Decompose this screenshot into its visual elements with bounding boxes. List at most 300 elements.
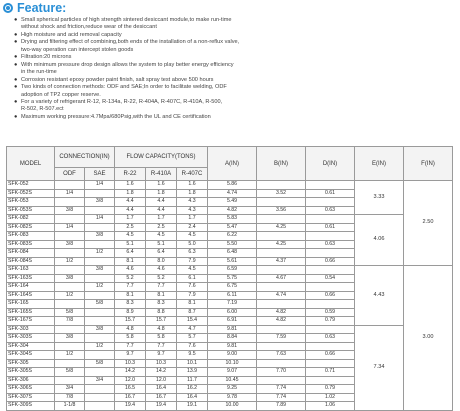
cell-b [257,266,306,275]
cell-r407c: 10.1 [177,359,208,368]
feature-header [3,1,66,15]
header-odf: ODF [55,168,85,181]
cell-r22: 4.6 [115,266,146,275]
cell-d: 1.02 [306,393,355,402]
cell-a: 9.78 [208,393,257,402]
cell-r410a: 1.7 [146,215,177,224]
cell-model: SFK-305S [7,368,55,377]
cell-sae [85,393,115,402]
cell-d: 0.63 [306,206,355,215]
cell-b: 7.70 [257,368,306,377]
cell-r410a: 2.5 [146,223,177,232]
cell-f: 2.50 [404,181,453,266]
cell-d: 0.54 [306,274,355,283]
cell-r410a: 8.8 [146,308,177,317]
bullet-icon: ● [14,31,18,38]
cell-r22: 6.4 [115,249,146,258]
cell-d [306,266,355,275]
feature-text: in the run-time [21,69,57,76]
cell-sae: 5/8 [85,300,115,309]
cell-model: SFK-163 [7,266,55,275]
cell-r407c: 16.4 [177,393,208,402]
circle-bullet-icon [3,3,13,13]
cell-model: SFK-303 [7,325,55,334]
header-e: E(IN) [355,147,404,181]
feature-text: Small spherical particles of high strength sintered desiccant module,to make run-time [21,17,232,23]
cell-r407c: 5.0 [177,240,208,249]
cell-sae: 1/4 [85,181,115,190]
cell-r407c: 4.5 [177,266,208,275]
cell-sae: 3/8 [85,325,115,334]
cell-r410a: 5.8 [146,334,177,343]
cell-d [306,232,355,241]
cell-odf: 3/8 [55,274,85,283]
cell-e: 4.06 [355,215,404,266]
cell-a: 5.83 [208,215,257,224]
cell-b [257,283,306,292]
cell-r22: 5.2 [115,274,146,283]
cell-r22: 7.7 [115,342,146,351]
cell-r22: 7.7 [115,283,146,292]
cell-sae: 3/8 [85,232,115,241]
cell-r22: 8.1 [115,291,146,300]
table-body [7,181,453,411]
cell-odf [55,215,85,224]
feature-text: without shock and friction,reduce wear of the desiccant [21,24,157,31]
bullet-icon: ● [14,76,18,83]
cell-model: SFK-163S [7,274,55,283]
cell-r22: 4.5 [115,232,146,241]
bullet-icon: ● [14,61,18,68]
cell-odf [55,198,85,207]
cell-model: SFK-165S [7,308,55,317]
header-r407c: R-407C [177,168,208,181]
cell-r407c: 5.7 [177,334,208,343]
cell-b [257,198,306,207]
cell-d: 0.61 [306,189,355,198]
cell-odf: 1/4 [55,223,85,232]
cell-b: 4.82 [257,317,306,326]
cell-odf: 3/8 [55,206,85,215]
cell-r410a: 14.2 [146,368,177,377]
cell-r410a: 4.5 [146,232,177,241]
cell-r407c: 4.3 [177,198,208,207]
header-d: D(IN) [306,147,355,181]
cell-model: SFK-082S [7,223,55,232]
cell-odf: 1/2 [55,351,85,360]
cell-model: SFK-084 [7,249,55,258]
cell-sae [85,206,115,215]
cell-d: 0.63 [306,334,355,343]
cell-r410a: 5.1 [146,240,177,249]
bullet-icon: ● [14,98,18,105]
cell-model: SFK-167S [7,317,55,326]
feature-item [14,84,454,99]
cell-e: 3.33 [355,181,404,215]
feature-item [14,62,454,77]
cell-sae: 3/8 [85,266,115,275]
cell-b: 7.74 [257,385,306,394]
bullet-icon: ● [14,54,18,61]
cell-r22: 2.5 [115,223,146,232]
feature-list [14,17,454,121]
cell-model: SFK-084S [7,257,55,266]
cell-odf: 1/2 [55,291,85,300]
cell-model: SFK-164S [7,291,55,300]
cell-r22: 8.9 [115,308,146,317]
feature-text: For a variety of refrigerant R-12, R-134a, R-22, R-404A, R-407C, R-410A, R-500, [21,98,223,105]
cell-a: 7.19 [208,300,257,309]
feature-item [14,32,454,39]
header-flow-capacity: FLOW CAPACITY(TONS) [115,147,208,168]
cell-r410a: 15.7 [146,317,177,326]
cell-sae [85,308,115,317]
cell-sae: 1/2 [85,249,115,258]
cell-r410a: 8.1 [146,291,177,300]
feature-text: Maximum working pressure:4.7Mpa/680Psig,with the UL and CE certification [21,113,211,120]
cell-sae [85,402,115,411]
cell-r407c: 16.2 [177,385,208,394]
cell-a: 9.81 [208,325,257,334]
cell-d [306,325,355,334]
cell-r22: 16.5 [115,385,146,394]
cell-r410a: 6.4 [146,249,177,258]
cell-r407c: 2.4 [177,223,208,232]
cell-b: 4.82 [257,308,306,317]
feature-item [14,114,454,121]
cell-r22: 16.7 [115,393,146,402]
cell-r407c: 7.9 [177,257,208,266]
bullet-icon: ● [14,17,18,23]
cell-odf [55,342,85,351]
cell-r407c: 6.1 [177,274,208,283]
cell-r410a: 12.0 [146,376,177,385]
cell-odf [55,249,85,258]
cell-a: 5.86 [208,181,257,190]
header-f: F(IN) [404,147,453,181]
cell-a: 9.81 [208,342,257,351]
cell-d [306,376,355,385]
cell-a: 6.48 [208,249,257,258]
cell-odf: 5/8 [55,368,85,377]
cell-r22: 14.2 [115,368,146,377]
cell-r407c: 1.6 [177,181,208,190]
cell-b [257,376,306,385]
cell-sae: 1/2 [85,283,115,292]
feature-text: Drying and filtering effect of combining,both ends of the installation of a non-reflux valve, [21,39,240,46]
cell-sae: 3/8 [85,198,115,207]
cell-odf: 1-1/8 [55,402,85,411]
cell-odf: 3/8 [55,240,85,249]
cell-a: 8.84 [208,334,257,343]
cell-d: 1.06 [306,402,355,411]
cell-a: 6.22 [208,232,257,241]
cell-a: 6.11 [208,291,257,300]
cell-odf [55,181,85,190]
feature-text: two-way operation can intercept stolen goods [21,46,134,53]
cell-b [257,300,306,309]
cell-b: 7.89 [257,402,306,411]
cell-d [306,342,355,351]
cell-r407c: 11.7 [177,376,208,385]
cell-r22: 15.7 [115,317,146,326]
cell-d: 0.61 [306,223,355,232]
cell-r410a: 19.4 [146,402,177,411]
cell-model: SFK-306S [7,385,55,394]
cell-sae [85,189,115,198]
cell-b: 7.74 [257,393,306,402]
cell-a: 5.50 [208,240,257,249]
cell-r410a: 9.7 [146,351,177,360]
cell-r22: 1.8 [115,189,146,198]
cell-r407c: 7.9 [177,291,208,300]
cell-d [306,283,355,292]
cell-b: 7.59 [257,334,306,343]
cell-model: SFK-304S [7,351,55,360]
cell-sae: 1/2 [85,342,115,351]
cell-r407c: 15.4 [177,317,208,326]
cell-odf [55,266,85,275]
cell-b: 4.67 [257,274,306,283]
cell-r22: 5.8 [115,334,146,343]
cell-r407c: 1.8 [177,189,208,198]
cell-f: 3.00 [404,266,453,411]
cell-b: 4.25 [257,223,306,232]
cell-a: 4.74 [208,189,257,198]
cell-r407c: 4.5 [177,232,208,241]
cell-r410a: 7.7 [146,283,177,292]
cell-model: SFK-053S [7,206,55,215]
cell-r410a: 8.3 [146,300,177,309]
feature-text: R-502, R-507.ect [21,106,64,113]
cell-model: SFK-304 [7,342,55,351]
cell-a: 4.82 [208,206,257,215]
cell-b: 3.52 [257,189,306,198]
cell-a: 6.75 [208,283,257,292]
header-model: MODEL [7,147,55,181]
cell-r22: 8.1 [115,257,146,266]
cell-b: 7.63 [257,351,306,360]
bullet-icon: ● [14,113,18,120]
cell-r410a: 7.7 [146,342,177,351]
feature-item [14,99,454,114]
feature-title: Feature: [17,1,67,15]
cell-model: SFK-083 [7,232,55,241]
feature-item [14,77,454,84]
cell-a: 5.75 [208,274,257,283]
cell-odf [55,376,85,385]
header-b: B(IN) [257,147,306,181]
table-row [7,325,453,334]
cell-r407c: 13.9 [177,368,208,377]
cell-model: SFK-082 [7,215,55,224]
cell-model: SFK-305 [7,359,55,368]
feature-item [14,39,454,54]
cell-r407c: 6.3 [177,249,208,258]
cell-sae: 5/8 [85,359,115,368]
cell-b [257,181,306,190]
cell-r22: 8.3 [115,300,146,309]
header-r410a: R-410A [146,168,177,181]
cell-model: SFK-053 [7,198,55,207]
cell-r407c: 7.6 [177,342,208,351]
cell-odf: 7/8 [55,393,85,402]
cell-d [306,198,355,207]
cell-odf: 1/2 [55,257,85,266]
header-a: A(IN) [208,147,257,181]
cell-r22: 1.6 [115,181,146,190]
header-connection: CONNECTION(IN) [55,147,115,168]
cell-odf: 3/4 [55,385,85,394]
feature-text: Filtration:20 microns [21,54,72,61]
cell-d: 0.71 [306,368,355,377]
cell-a: 5.49 [208,198,257,207]
feature-text: With minimum pressure drop design allows the system to play better energy efficiency [21,61,234,68]
cell-d: 0.79 [306,317,355,326]
cell-r22: 19.4 [115,402,146,411]
cell-r410a: 16.7 [146,393,177,402]
cell-model: SFK-306 [7,376,55,385]
cell-odf [55,325,85,334]
cell-sae [85,223,115,232]
cell-sae [85,334,115,343]
cell-b [257,325,306,334]
cell-r410a: 16.4 [146,385,177,394]
cell-d [306,300,355,309]
cell-r407c: 4.3 [177,206,208,215]
cell-b [257,249,306,258]
header-r22: R-22 [115,168,146,181]
cell-a: 9.00 [208,351,257,360]
cell-r22: 12.0 [115,376,146,385]
cell-d: 0.66 [306,257,355,266]
cell-sae [85,351,115,360]
cell-b [257,342,306,351]
cell-a: 10.10 [208,359,257,368]
cell-d [306,215,355,224]
cell-r410a: 4.4 [146,198,177,207]
cell-r22: 1.7 [115,215,146,224]
cell-r410a: 4.4 [146,206,177,215]
table-row [7,181,453,190]
cell-odf [55,359,85,368]
cell-r22: 4.8 [115,325,146,334]
cell-r410a: 5.2 [146,274,177,283]
cell-r410a: 4.6 [146,266,177,275]
cell-r410a: 4.8 [146,325,177,334]
feature-text: Corrosion resistant epoxy powder paint finish, salt spray test above 500 hours [21,76,214,83]
cell-b: 4.37 [257,257,306,266]
cell-sae [85,291,115,300]
cell-b: 3.56 [257,206,306,215]
cell-model: SFK-083S [7,240,55,249]
cell-odf [55,300,85,309]
cell-r22: 9.7 [115,351,146,360]
header-sae: SAE [85,168,115,181]
cell-odf: 3/8 [55,334,85,343]
cell-r22: 10.3 [115,359,146,368]
cell-model: SFK-309S [7,402,55,411]
cell-r407c: 7.6 [177,283,208,292]
bullet-icon: ● [14,84,18,91]
bullet-icon: ● [14,39,18,46]
table-row [7,215,453,224]
cell-r22: 4.4 [115,206,146,215]
cell-b: 4.25 [257,240,306,249]
spec-table [6,146,453,411]
cell-odf: 1/4 [55,189,85,198]
cell-b [257,232,306,241]
cell-model: SFK-165 [7,300,55,309]
cell-sae: 1/4 [85,215,115,224]
cell-b: 4.74 [257,291,306,300]
cell-d: 0.79 [306,385,355,394]
cell-a: 10.00 [208,402,257,411]
cell-model: SFK-303S [7,334,55,343]
cell-r410a: 8.0 [146,257,177,266]
cell-r407c: 4.7 [177,325,208,334]
cell-a: 6.59 [208,266,257,275]
cell-sae [85,240,115,249]
feature-item [14,17,454,32]
cell-odf: 5/8 [55,308,85,317]
cell-r410a: 10.3 [146,359,177,368]
cell-e: 7.34 [355,325,404,410]
cell-b [257,215,306,224]
cell-d [306,181,355,190]
table-row [7,266,453,275]
cell-model: SFK-307S [7,393,55,402]
cell-model: SFK-052S [7,189,55,198]
cell-d: 0.63 [306,240,355,249]
cell-d [306,249,355,258]
cell-r410a: 1.8 [146,189,177,198]
cell-d: 0.59 [306,308,355,317]
cell-odf: 7/8 [55,317,85,326]
feature-text: adoption of TP2 copper reserve. [21,91,101,98]
cell-sae [85,257,115,266]
cell-model: SFK-052 [7,181,55,190]
cell-a: 5.47 [208,223,257,232]
feature-text: High moisture and acid removal capacity [21,31,122,38]
cell-e: 4.43 [355,266,404,326]
cell-sae [85,274,115,283]
cell-a: 5.61 [208,257,257,266]
cell-a: 6.00 [208,308,257,317]
cell-r407c: 19.1 [177,402,208,411]
cell-r407c: 8.7 [177,308,208,317]
cell-odf [55,283,85,292]
cell-d [306,359,355,368]
cell-d: 0.66 [306,291,355,300]
cell-r22: 5.1 [115,240,146,249]
feature-item [14,54,454,61]
cell-a: 9.07 [208,368,257,377]
cell-a: 10.45 [208,376,257,385]
cell-model: SFK-164 [7,283,55,292]
cell-a: 6.91 [208,317,257,326]
cell-r407c: 9.5 [177,351,208,360]
cell-sae [85,385,115,394]
cell-r410a: 1.6 [146,181,177,190]
cell-sae: 3/4 [85,376,115,385]
cell-sae [85,317,115,326]
cell-r407c: 8.1 [177,300,208,309]
cell-r22: 4.4 [115,198,146,207]
feature-text: Two kinds of connection methods: ODF and SAE;In order to facilitate welding, ODF [21,84,227,91]
cell-r407c: 1.7 [177,215,208,224]
cell-b [257,359,306,368]
